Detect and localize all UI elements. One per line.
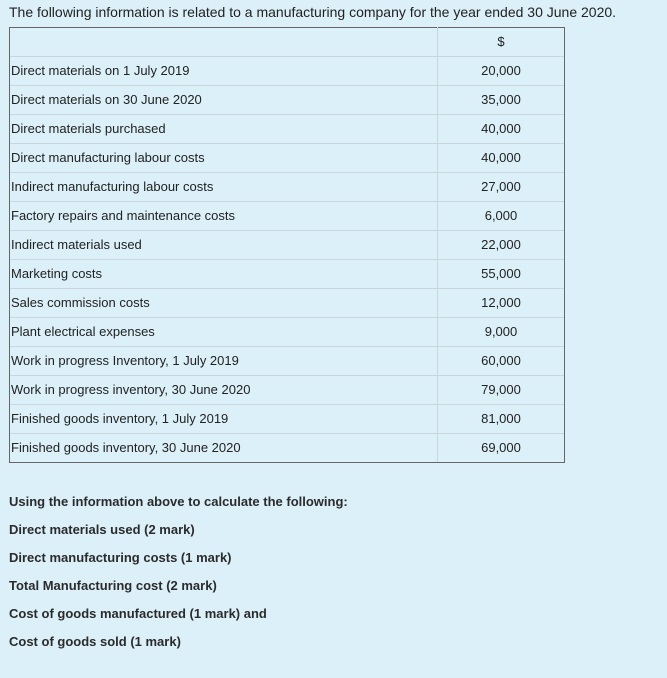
instruction-item: Cost of goods manufactured (1 mark) and bbox=[9, 606, 267, 621]
row-label: Direct materials on 1 July 2019 bbox=[10, 57, 438, 86]
row-label: Direct materials on 30 June 2020 bbox=[10, 86, 438, 115]
instruction-item: Cost of goods sold (1 mark) bbox=[9, 634, 181, 649]
row-amount: 40,000 bbox=[438, 144, 565, 173]
row-label: Work in progress Inventory, 1 July 2019 bbox=[10, 347, 438, 376]
instructions-heading: Using the information above to calculate the following: bbox=[9, 494, 348, 509]
table-header-label-cell bbox=[10, 28, 438, 57]
row-label: Finished goods inventory, 1 July 2019 bbox=[10, 405, 438, 434]
table-row bbox=[10, 289, 565, 318]
table-row bbox=[10, 115, 565, 144]
row-amount: 9,000 bbox=[438, 318, 565, 347]
row-amount: 40,000 bbox=[438, 115, 565, 144]
row-label: Sales commission costs bbox=[10, 289, 438, 318]
intro-text: The following information is related to a manufacturing company for the year ended 30 June 2020. bbox=[9, 4, 617, 20]
table-row bbox=[10, 202, 565, 231]
row-label: Direct materials purchased bbox=[10, 115, 438, 144]
row-label: Indirect materials used bbox=[10, 231, 438, 260]
row-amount: 69,000 bbox=[438, 434, 565, 463]
row-amount: 35,000 bbox=[438, 86, 565, 115]
row-amount: 81,000 bbox=[438, 405, 565, 434]
instruction-item: Total Manufacturing cost (2 mark) bbox=[9, 578, 217, 593]
table-row bbox=[10, 231, 565, 260]
table-row bbox=[10, 318, 565, 347]
row-label: Direct manufacturing labour costs bbox=[10, 144, 438, 173]
table-row bbox=[10, 57, 565, 86]
table-row bbox=[10, 347, 565, 376]
table-row bbox=[10, 173, 565, 202]
row-amount: 60,000 bbox=[438, 347, 565, 376]
instruction-item: Direct manufacturing costs (1 mark) bbox=[9, 550, 232, 565]
row-amount: 27,000 bbox=[438, 173, 565, 202]
table-header-row bbox=[10, 28, 565, 57]
table-row bbox=[10, 86, 565, 115]
instructions-block bbox=[9, 493, 348, 661]
cost-data-table bbox=[9, 27, 565, 463]
currency-header: $ bbox=[438, 28, 565, 57]
row-amount: 6,000 bbox=[438, 202, 565, 231]
row-amount: 79,000 bbox=[438, 376, 565, 405]
table-row bbox=[10, 260, 565, 289]
row-amount: 12,000 bbox=[438, 289, 565, 318]
row-label: Plant electrical expenses bbox=[10, 318, 438, 347]
row-label: Factory repairs and maintenance costs bbox=[10, 202, 438, 231]
row-amount: 55,000 bbox=[438, 260, 565, 289]
row-label: Indirect manufacturing labour costs bbox=[10, 173, 438, 202]
row-label: Work in progress inventory, 30 June 2020 bbox=[10, 376, 438, 405]
table-row bbox=[10, 144, 565, 173]
table-row bbox=[10, 405, 565, 434]
row-amount: 22,000 bbox=[438, 231, 565, 260]
instruction-item: Direct materials used (2 mark) bbox=[9, 522, 195, 537]
row-label: Finished goods inventory, 30 June 2020 bbox=[10, 434, 438, 463]
table-row bbox=[10, 376, 565, 405]
table-row bbox=[10, 434, 565, 463]
row-label: Marketing costs bbox=[10, 260, 438, 289]
row-amount: 20,000 bbox=[438, 57, 565, 86]
